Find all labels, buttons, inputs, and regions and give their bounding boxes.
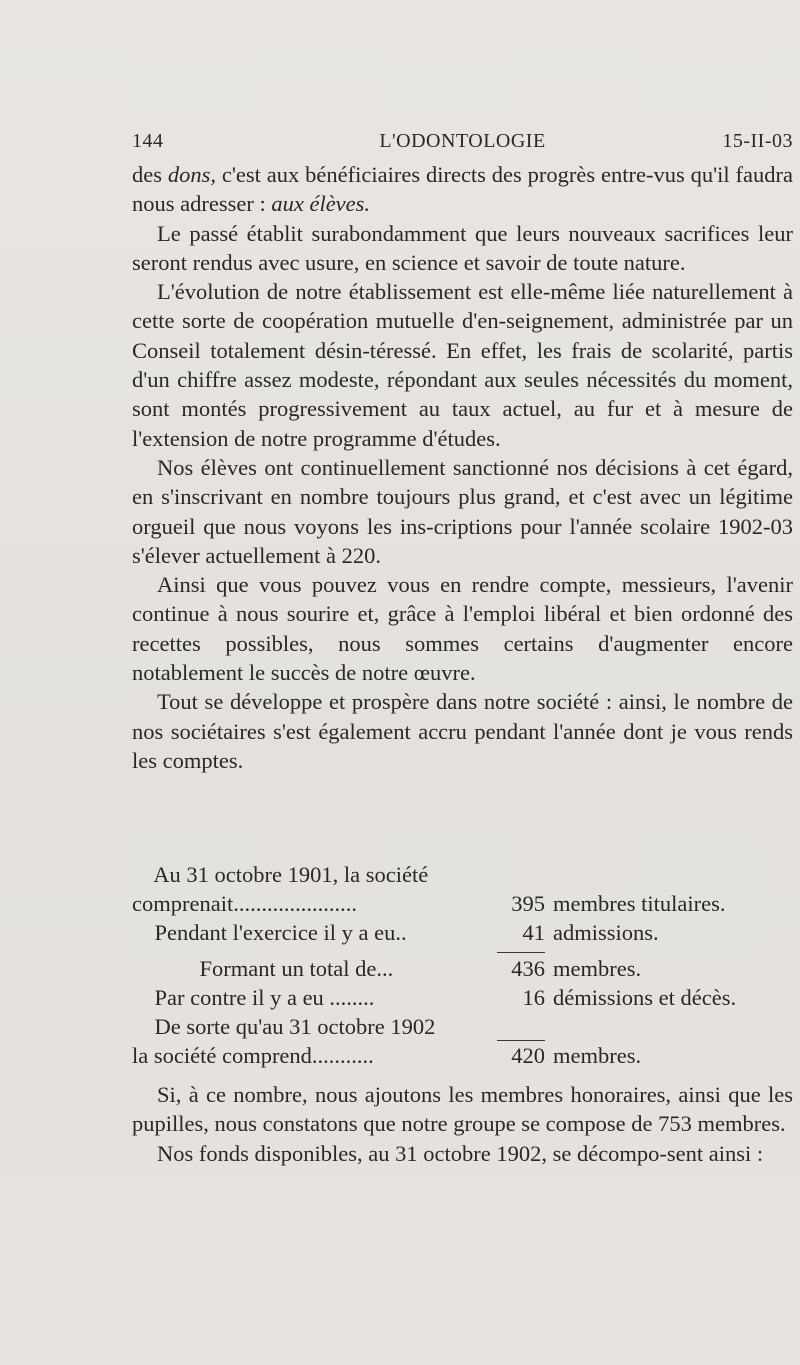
membership-row [132,956,793,985]
row-description: membres. [553,1043,642,1068]
row-label: comprenait...................... [132,891,357,916]
row-description: démissions et décès. [553,985,737,1010]
paragraph-6: Tout se développe et prospère dans notre société : ainsi, le nombre de nos sociétaires s'est également accru pendant l'année dont je vous rends les comptes. [132,689,793,773]
closing-text [132,1080,793,1168]
row-value: 16 [522,985,545,1010]
membership-row [132,1014,793,1043]
row-label: Au 31 octobre 1901, la société [132,862,429,887]
paragraph-5: Ainsi que vous pouvez vous en rendre compte, messieurs, l'avenir continue à nous sourire et, grâce à l'emploi libéral et bien ordonné des recettes possibles, nous sommes certains d'augmenter encore notablement le succès de notre œuvre. [132,572,793,686]
row-value: 420 [511,1043,545,1068]
row-description: membres titulaires. [553,891,726,916]
sum-rule [497,1040,545,1041]
row-label: Par contre il y a eu ........ [132,985,375,1010]
row-label: la société comprend........... [132,1043,374,1068]
paragraph-7: Si, à ce nombre, nous ajoutons les membres honoraires, ainsi que les pupilles, nous constatons que notre groupe se compose de 753 membres. [132,1082,793,1137]
emphasis: dons, [167,162,217,187]
row-label: Pendant l'exercice il y a eu.. [132,920,407,945]
text-run: des [132,162,168,187]
emphasis: aux élèves. [271,191,371,217]
sum-rule [497,952,545,953]
row-value: 395 [511,891,545,916]
membership-row [132,920,793,949]
membership-row [132,891,793,920]
membership-row [132,862,793,891]
page-number: 144 [132,130,164,152]
paragraph-8: Nos fonds disponibles, au 31 octobre 1902, se décompo-sent ainsi : [157,1140,764,1166]
journal-title: L'ODONTOLOGIE [379,130,546,152]
row-label: De sorte qu'au 31 octobre 1902 [132,1014,436,1039]
text-run: c'est aux bénéficiaires directs des progrès entre-vus qu'il faudra nous adresser : [132,162,794,217]
row-description: membres. [553,956,642,981]
paragraph-4: Nos élèves ont continuellement sanctionné nos décisions à cet égard, en s'inscrivant en nombre toujours plus grand, et c'est avec un légitime orgueil que nous voyons les ins-criptions pour l'année scolaire 1902-03 s'élever actuellement à 220. [132,454,793,568]
row-label: Formant un total de... [132,956,394,981]
row-description: admissions. [553,920,659,945]
row-value: 41 [522,920,545,945]
paragraph-2: Le passé établit surabondamment que leurs nouveaux sacrifices leur seront rendus avec usure, en science et savoir de toute nature. [132,220,793,275]
membership-row [132,1043,793,1072]
paragraph-1 [132,160,793,219]
issue-date: 15-II-03 [722,130,793,152]
paragraph-3: L'évolution de notre établissement est elle-même liée naturellement à cette sorte de coopération mutuelle d'en-seignement, administrée par un Conseil totalement désin-téressé. En effet, les frais de scolarité, partis d'un chiffre assez modeste, répondant aux seules nécessités du moment, sont montés progressivement au taux actuel, au fur et à mesure de l'extension de notre programme d'études. [132,279,793,451]
running-header [132,124,793,156]
membership-row [132,985,793,1014]
row-value: 436 [511,956,545,981]
body-text [132,160,793,775]
